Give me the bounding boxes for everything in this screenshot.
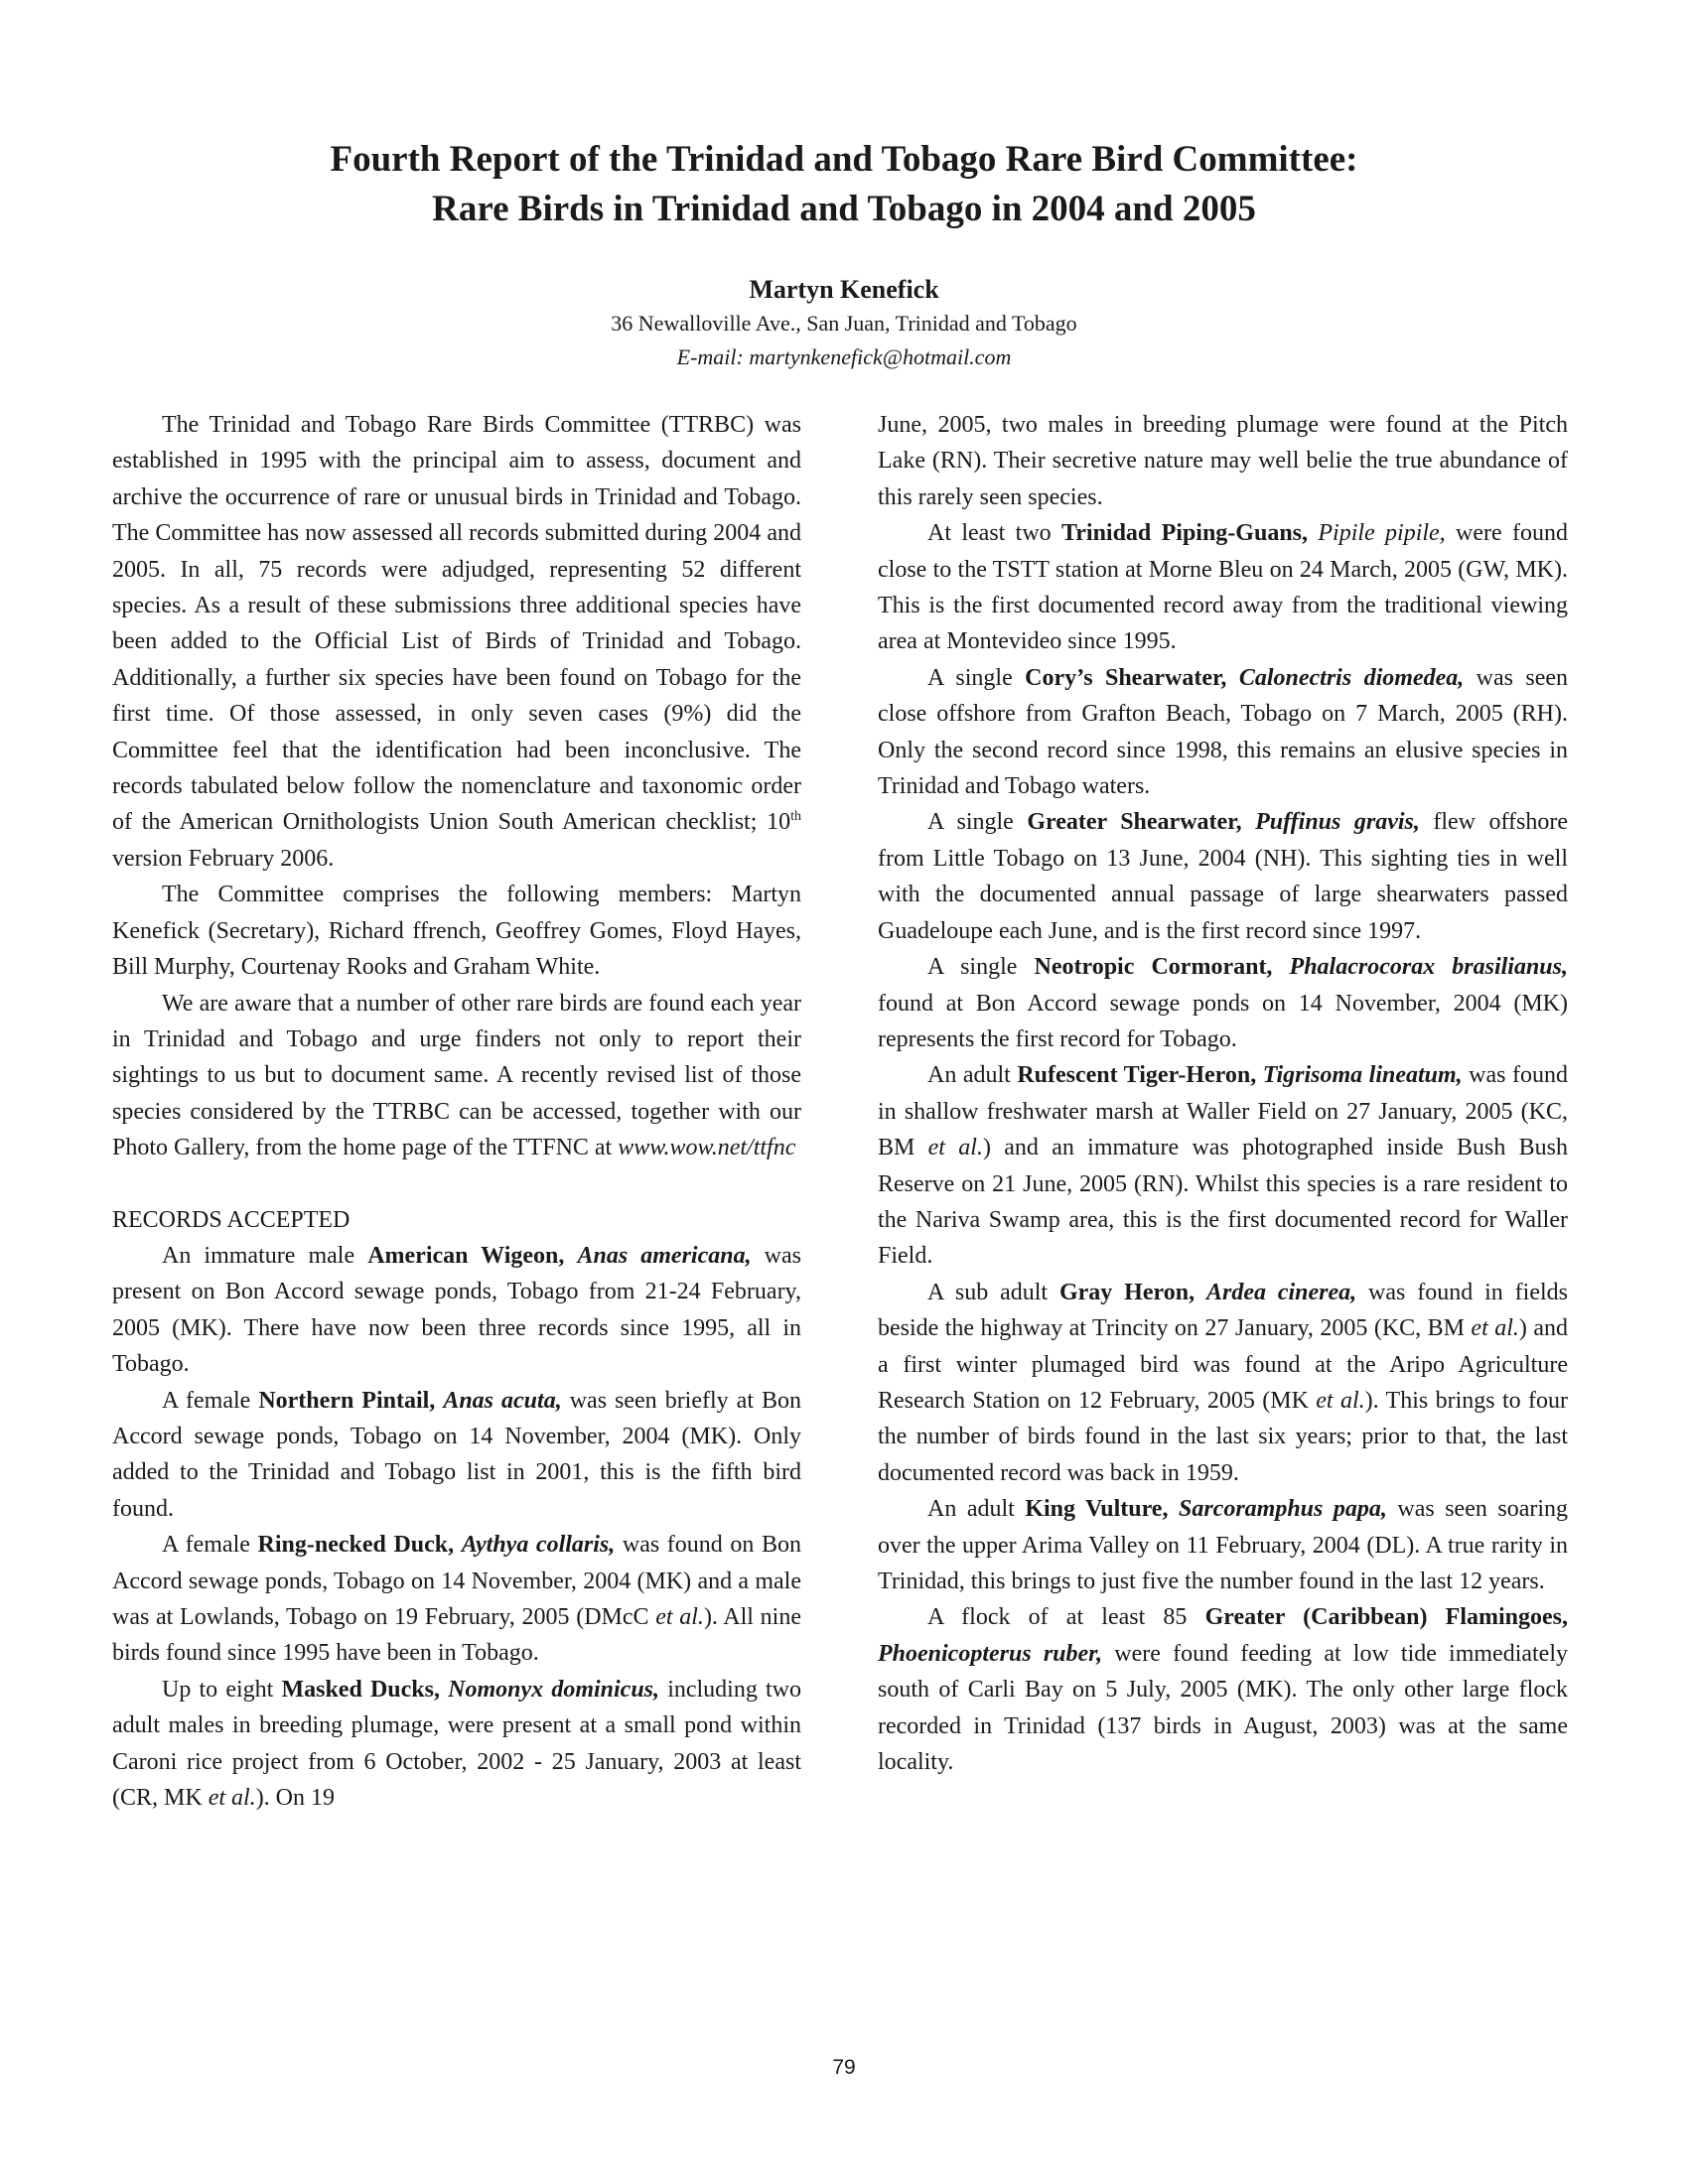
species-name: American Wigeon, xyxy=(367,1242,565,1269)
record-gray-heron xyxy=(878,1275,1568,1491)
species-scientific: Tigrisoma lineatum, xyxy=(1262,1062,1463,1089)
species-name: Rufescent Tiger-Heron, xyxy=(1017,1062,1257,1089)
record-text: was seen soaring over the upper Arima Valley on 11 February, 2004 (DL). A true rarity in Trinidad, this brings to just five the number found in the last 12 years. xyxy=(878,1496,1569,1594)
record-text: was found in shallow freshwater marsh at Waller Field on 27 January, 2005 (KC, BM xyxy=(878,1062,1568,1161)
intro-text-end: version February 2006. xyxy=(112,845,335,872)
masked-duck-continuation: June, 2005, two males in breeding plumage were found at the Pitch Lake (RN). Their secretive nature may well belie the true abundance of this rarely seen species. xyxy=(878,412,1568,510)
record-text: An adult xyxy=(927,1062,1018,1089)
record-text: An adult xyxy=(927,1496,1026,1523)
author-email: E-mail: martynkenefick@hotmail.com xyxy=(676,344,1012,369)
record-masked-duck xyxy=(112,1672,801,1817)
record-text: found at Bon Accord sewage ponds on 14 November, 2004 (MK) represents the first record for Tobago. xyxy=(878,990,1568,1052)
species-name: Greater Shearwater, xyxy=(1027,809,1242,836)
record-text: ). All nine birds found since 1995 have been in Tobago. xyxy=(112,1604,801,1667)
record-northern-pintail xyxy=(112,1383,801,1528)
committee-paragraph: The Committee comprises the following members: Martyn Kenefick (Secretary), Richard ffrench, Geoffrey Gomes, Floyd Hayes, Bill Murphy, Courtenay Rooks and Graham White. xyxy=(112,882,801,981)
record-text: A female xyxy=(162,1532,258,1559)
species-name: King Vulture, xyxy=(1025,1496,1169,1523)
finders-text: We are aware that a number of other rare birds are found each year in Trinidad and Tobago and urge finders not only to report their sightings to us but to document same. A recently revised list of those species considered by the TTRBC can be accessed, together with our Photo Gallery, from the home page of the TTFNC at xyxy=(112,990,801,1161)
species-name: Greater (Caribbean) Flamingoes, xyxy=(1204,1604,1568,1631)
species-scientific: Anas acuta, xyxy=(443,1387,562,1414)
species-scientific: Phoenicopterus ruber, xyxy=(878,1640,1103,1667)
record-text: ). This brings to four the number of birds found in the last six years; prior to that, the last documented record was back in 1959. xyxy=(878,1387,1568,1486)
record-text: was found on Bon Accord sewage ponds, Tobago on 14 November, 2004 (MK) and a male was at Lowlands, Tobago on 19 February, 2005 (DMcC xyxy=(112,1532,802,1630)
record-king-vulture xyxy=(878,1491,1568,1599)
record-rufescent-tiger-heron xyxy=(878,1057,1568,1274)
author-name: Martyn Kenefick xyxy=(749,275,939,304)
record-text: A single xyxy=(927,954,1035,981)
record-text: A sub adult xyxy=(927,1279,1059,1305)
record-greater-flamingo xyxy=(878,1599,1568,1780)
species-scientific: Puffinus gravis, xyxy=(1255,809,1420,836)
records-accepted-heading: RECORDS ACCEPTED xyxy=(112,1206,351,1233)
record-text: An immature male xyxy=(162,1242,368,1269)
species-scientific: Sarcoramphus papa, xyxy=(1178,1496,1387,1523)
intro-text: The Trinidad and Tobago Rare Birds Committee (TTRBC) was established in 1995 with the principal aim to assess, document and archive the occurrence of rare or unusual birds in Trinidad and Tobago. The Committee has now assessed all records submitted during 2004 and 2005. In all, 75 records were adjudged, representing 52 different species. As a result of these submissions three additional species have been added to the Official List of Birds of Trinidad and Tobago. Additionally, a further six species have been found on Tobago for the first time. Of those assessed, in only seven cases (9%) did the Committee feel that the identification had been inconclusive. The records tabulated below follow the nomenclature and taxonomic order of the American Ornithologists Union South American checklist; 10 xyxy=(112,412,801,836)
author-address: 36 Newalloville Ave., San Juan, Trinidad and Tobago xyxy=(611,311,1077,336)
species-name: Trinidad Piping-Guans, xyxy=(1061,520,1309,547)
record-text: ). On 19 xyxy=(255,1785,336,1812)
et-al: et al. xyxy=(655,1604,704,1630)
species-name: Gray Heron, xyxy=(1058,1279,1196,1305)
species-scientific: Calonectris diomedea, xyxy=(1238,664,1465,691)
record-text: At least two xyxy=(927,520,1062,547)
title-line-2: Rare Birds in Trinidad and Tobago in 2004 and 2005 xyxy=(432,189,1256,229)
species-name: Masked Ducks, xyxy=(281,1676,440,1703)
record-trinidad-piping-guan xyxy=(878,515,1568,660)
species-name: Ring-necked Duck, xyxy=(257,1532,455,1559)
record-text: was seen close offshore from Grafton Beach, Tobago on 7 March, 2005 (RH). Only the second record since 1998, this remains an elusive species in Trinidad and Tobago waters. xyxy=(878,664,1568,800)
et-al: et al. xyxy=(927,1135,983,1161)
et-al: et al. xyxy=(1471,1315,1519,1342)
record-text: ) and an immature was photographed inside Bush Bush Reserve on 21 June, 2005 (RN). Whilst this species is a rare resident to the Nariva Swamp area, this is the first documented record for Waller Field. xyxy=(878,1135,1568,1270)
record-text: ) and a first winter plumaged bird was found at the Aripo Agriculture Research Station on 12 February, 2005 (MK xyxy=(878,1315,1568,1414)
record-ring-necked-duck xyxy=(112,1527,801,1672)
species-scientific: Pipile pipile, xyxy=(1318,520,1446,547)
record-greater-shearwater xyxy=(878,804,1568,949)
record-text: was present on Bon Accord sewage ponds, Tobago from 21-24 February, 2005 (MK). There have now been three records since 1995, all in Tobago. xyxy=(112,1242,802,1378)
left-column xyxy=(112,407,801,1816)
record-text: Up to eight xyxy=(162,1676,282,1703)
et-al: et al. xyxy=(208,1785,256,1812)
ttfnc-link[interactable]: www.wow.net/ttfnc xyxy=(618,1135,796,1161)
species-name: Cory’s Shearwater, xyxy=(1025,664,1227,691)
record-text: were found feeding at low tide immediately south of Carli Bay on 5 July, 2005 (MK). The only other large flock recorded in Trinidad (137 birds in August, 2003) was at the same locality. xyxy=(878,1640,1569,1776)
record-neotropic-cormorant xyxy=(878,949,1568,1057)
record-text: A female xyxy=(162,1387,259,1414)
intro-superscript: th xyxy=(790,809,801,825)
record-text: A flock of at least 85 xyxy=(927,1604,1205,1631)
species-scientific: Aythya collaris, xyxy=(461,1532,616,1559)
record-text: A single xyxy=(927,664,1026,691)
article-title xyxy=(149,135,1539,234)
species-scientific: Nomonyx dominicus, xyxy=(448,1676,660,1703)
species-scientific: Phalacrocorax brasilianus, xyxy=(1289,954,1568,981)
record-text: were found close to the TSTT station at Morne Bleu on 24 March, 2005 (GW, MK). This is the first documented record away from the traditional viewing area at Montevideo since 1995. xyxy=(878,520,1568,655)
title-line-1: Fourth Report of the Trinidad and Tobago Rare Bird Committee: xyxy=(330,139,1358,180)
record-text: including two adult males in breeding plumage, were present at a small pond within Caroni rice project from 6 October, 2002 - 25 January, 2003 at least (CR, MK xyxy=(112,1676,802,1812)
record-american-wigeon xyxy=(112,1238,801,1383)
record-text: was found in fields beside the highway at Trincity on 27 January, 2005 (KC, BM xyxy=(878,1279,1569,1342)
record-text: was seen briefly at Bon Accord sewage ponds, Tobago on 14 November, 2004 (MK). Only added to the Trinidad and Tobago list in 2001, this is the fifth bird found. xyxy=(112,1387,802,1522)
right-column xyxy=(878,407,1568,1780)
record-text: flew offshore from Little Tobago on 13 June, 2004 (NH). This sighting ties in well with the documented annual passage of large shearwaters passed Guadeloupe each June, and is the first record since 1997. xyxy=(878,809,1569,944)
species-scientific: Anas americana, xyxy=(577,1242,752,1269)
record-text: A single xyxy=(927,809,1028,836)
record-corys-shearwater xyxy=(878,660,1568,805)
et-al: et al. xyxy=(1316,1387,1365,1414)
species-name: Neotropic Cormorant, xyxy=(1034,954,1273,981)
page-number: 79 xyxy=(832,2056,856,2079)
intro-paragraph xyxy=(112,407,801,877)
species-name: Northern Pintail, xyxy=(258,1387,436,1414)
finders-paragraph xyxy=(112,986,801,1166)
species-scientific: Ardea cinerea, xyxy=(1205,1279,1357,1305)
